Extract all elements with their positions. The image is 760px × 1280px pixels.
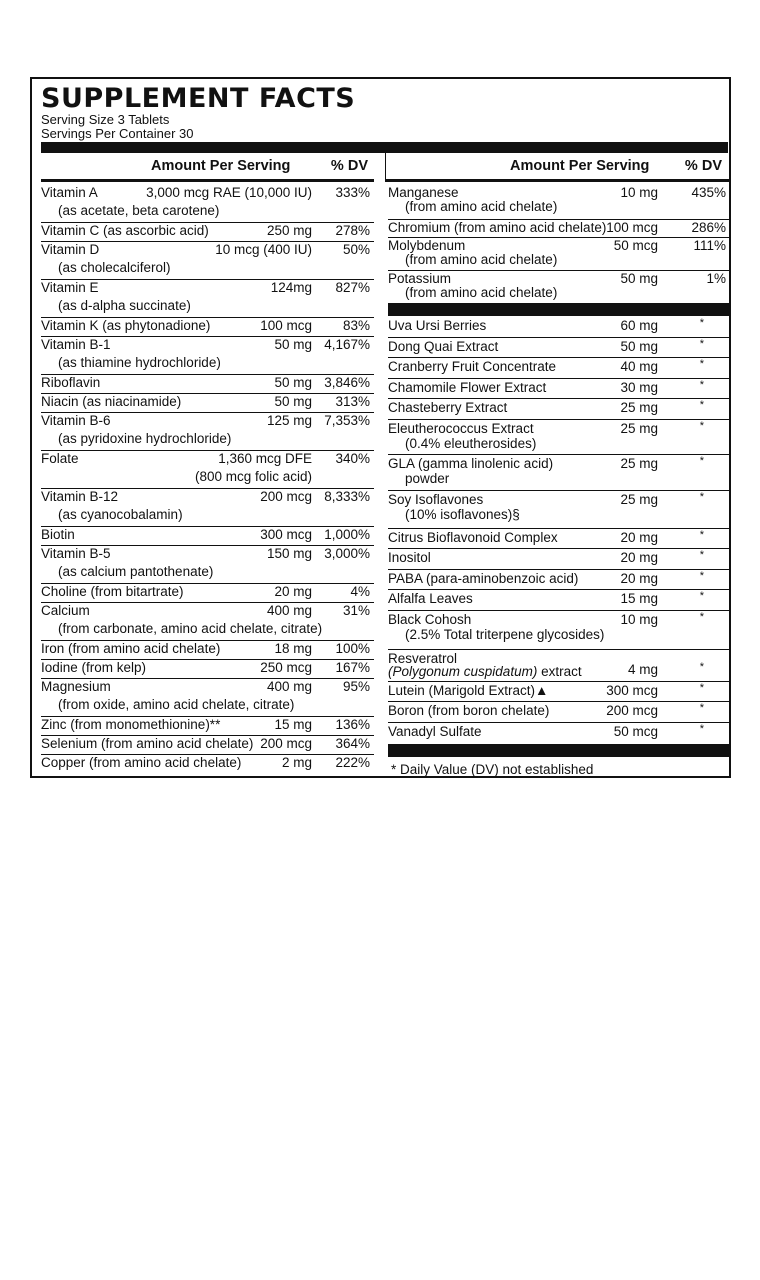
nutrient-amount: 10 mcg (400 IU) xyxy=(215,242,312,257)
ingredient-row xyxy=(388,317,730,338)
nutrient-name: Calcium xyxy=(41,603,90,618)
ingredient-name: Alfalfa Leaves xyxy=(388,591,473,606)
nutrient-name: Vitamin B-1 xyxy=(41,337,111,352)
nutrient-row xyxy=(41,717,374,736)
nutrient-source: (as cholecalciferol) xyxy=(58,260,171,275)
ingredient-dv: * xyxy=(699,549,704,561)
ingredient-amount: 20 mg xyxy=(620,530,658,545)
mineral-name: Manganese xyxy=(388,185,459,200)
ingredient-amount: 25 mg xyxy=(620,400,658,415)
ingredient-species: (Polygonum cuspidatum) xyxy=(388,664,538,679)
nutrient-dv: 278% xyxy=(335,223,370,238)
ingredient-dv: * xyxy=(699,570,704,582)
nutrient-row xyxy=(41,679,374,717)
nutrient-row xyxy=(41,641,374,660)
nutrient-dv: 364% xyxy=(335,736,370,751)
nutrient-amount: 100 mcg xyxy=(260,318,312,333)
ingredient-name: Chamomile Flower Extract xyxy=(388,380,547,395)
nutrient-dv: 1,000% xyxy=(324,527,370,542)
nutrient-row xyxy=(41,546,374,584)
ingredient-row xyxy=(388,682,730,702)
nutrient-row xyxy=(41,755,374,773)
nutrient-row xyxy=(41,489,374,527)
ingredient-name: Chasteberry Extract xyxy=(388,400,508,415)
ingredient-amount: 4 mg xyxy=(627,662,658,677)
mineral-source: (from amino acid chelate) xyxy=(405,252,558,267)
nutrient-amount: 2 mg xyxy=(281,755,312,770)
mineral-row xyxy=(388,185,730,220)
nutrient-source: (as thiamine hydrochloride) xyxy=(58,355,221,370)
nutrient-amount: 50 mg xyxy=(274,375,312,390)
nutrient-row xyxy=(41,603,374,641)
left-header xyxy=(41,153,374,182)
nutrient-amount: 300 mcg xyxy=(260,527,312,542)
ingredient-dv: * xyxy=(699,611,704,623)
mineral-row xyxy=(388,238,730,271)
nutrient-source: (from carbonate, amino acid chelate, citrate) xyxy=(58,621,323,636)
nutrient-name: Zinc (from monomethionine)** xyxy=(41,717,221,732)
amount-header: Amount Per Serving xyxy=(510,158,650,174)
nutrient-dv: 222% xyxy=(335,755,370,770)
ingredient-amount: 20 mg xyxy=(620,571,658,586)
nutrient-dv: 3,846% xyxy=(324,375,370,390)
nutrient-source: (from oxide, amino acid chelate, citrate) xyxy=(58,697,295,712)
nutrient-name: Choline (from bitartrate) xyxy=(41,584,184,599)
nutrient-name: Niacin (as niacinamide) xyxy=(41,394,182,409)
ingredient-amount: 200 mcg xyxy=(606,703,658,718)
ingredient-detail xyxy=(388,664,582,679)
nutrient-amount: 400 mg xyxy=(266,679,312,694)
nutrient-row xyxy=(41,375,374,394)
ingredient-amount: 20 mg xyxy=(620,550,658,565)
nutrient-row xyxy=(41,660,374,679)
ingredient-amount: 10 mg xyxy=(620,612,658,627)
ingredient-row xyxy=(388,549,730,570)
mineral-amount: 10 mg xyxy=(620,185,658,200)
nutrient-dv: 167% xyxy=(335,660,370,675)
ingredient-name: Resveratrol xyxy=(388,651,458,666)
ingredient-detail: powder xyxy=(405,471,450,486)
ingredient-name: Citrus Bioflavonoid Complex xyxy=(388,530,558,545)
nutrient-dv: 83% xyxy=(342,318,370,333)
ingredient-name: Lutein (Marigold Extract)▲ xyxy=(388,683,549,698)
ingredient-dv: * xyxy=(699,491,704,503)
nutrient-amount: 18 mg xyxy=(274,641,312,656)
ingredient-row xyxy=(388,358,730,379)
mineral-dv: 1% xyxy=(706,271,726,286)
nutrient-dv: 340% xyxy=(335,451,370,466)
amount-header: Amount Per Serving xyxy=(151,158,291,174)
nutrient-source: (as cyanocobalamin) xyxy=(58,507,183,522)
nutrient-name: Vitamin A xyxy=(41,185,98,200)
nutrient-dv: 333% xyxy=(335,185,370,200)
nutrient-source: (as calcium pantothenate) xyxy=(58,564,214,579)
ingredient-row xyxy=(388,455,730,491)
ingredient-dv: * xyxy=(699,723,704,735)
mineral-dv: 286% xyxy=(691,220,726,235)
mineral-source: (from amino acid chelate) xyxy=(405,199,558,214)
nutrient-name: Vitamin E xyxy=(41,280,99,295)
nutrient-amount: 50 mg xyxy=(274,394,312,409)
nutrient-name: Iodine (from kelp) xyxy=(41,660,147,675)
dv-header: % DV xyxy=(330,158,368,174)
nutrient-dv: 7,353% xyxy=(324,413,370,428)
nutrient-amount-detail: (800 mcg folic acid) xyxy=(194,469,312,484)
nutrient-name: Vitamin D xyxy=(41,242,100,257)
ingredient-amount: 25 mg xyxy=(620,492,658,507)
nutrient-row xyxy=(41,242,374,280)
ingredient-dv: * xyxy=(699,702,704,714)
nutrient-dv: 3,000% xyxy=(324,546,370,561)
nutrient-amount: 250 mg xyxy=(266,223,312,238)
nutrient-row xyxy=(41,223,374,242)
nutrient-name: Vitamin B-5 xyxy=(41,546,111,561)
ingredient-dv: * xyxy=(699,379,704,391)
ingredient-amount: 25 mg xyxy=(620,421,658,436)
nutrient-amount: 125 mg xyxy=(266,413,312,428)
nutrient-row xyxy=(41,413,374,451)
mineral-amount: 50 mg xyxy=(620,271,658,286)
nutrient-source: (as acetate, beta carotene) xyxy=(58,203,220,218)
ingredient-amount: 40 mg xyxy=(620,359,658,374)
ingredient-dv: * xyxy=(699,358,704,370)
nutrient-dv: 8,333% xyxy=(324,489,370,504)
nutrient-row xyxy=(41,185,374,223)
left-column xyxy=(41,153,374,770)
mineral-source: (from amino acid chelate) xyxy=(405,285,558,300)
ingredient-name: Boron (from boron chelate) xyxy=(388,703,550,718)
ingredient-row xyxy=(388,529,730,549)
top-bar xyxy=(41,142,728,153)
ingredient-name: PABA (para-aminobenzoic acid) xyxy=(388,571,579,586)
nutrient-row xyxy=(41,394,374,413)
nutrient-amount: 15 mg xyxy=(274,717,312,732)
nutrient-amount: 200 mcg xyxy=(260,736,312,751)
ingredient-detail: (10% isoflavones)§ xyxy=(405,507,520,522)
ingredient-dv: * xyxy=(699,682,704,694)
nutrient-name: Iron (from amino acid chelate) xyxy=(41,641,221,656)
ingredient-row xyxy=(388,491,730,529)
ingredient-row xyxy=(388,420,730,455)
ingredient-amount: 25 mg xyxy=(620,456,658,471)
servings-per-container: Servings Per Container 30 xyxy=(41,126,194,141)
nutrient-dv: 95% xyxy=(342,679,370,694)
ingredient-row xyxy=(388,379,730,399)
ingredient-amount: 60 mg xyxy=(620,318,658,333)
ingredient-dv: * xyxy=(699,529,704,541)
ingredient-dv: * xyxy=(699,420,704,432)
ingredient-detail: (2.5% Total triterpene glycosides) xyxy=(405,627,605,642)
nutrient-name: Folate xyxy=(41,451,79,466)
ingredient-dv: * xyxy=(699,399,704,411)
nutrient-row xyxy=(41,280,374,318)
serving-size: Serving Size 3 Tablets xyxy=(41,112,170,127)
nutrient-amount: 1,360 mcg DFE xyxy=(218,451,312,466)
right-header xyxy=(386,153,730,182)
mineral-name: Chromium (from amino acid chelate) xyxy=(388,220,607,235)
ingredient-row xyxy=(388,650,730,682)
ingredient-row xyxy=(388,399,730,420)
nutrient-row xyxy=(41,736,374,755)
nutrient-name: Vitamin C (as ascorbic acid) xyxy=(41,223,209,238)
ingredient-detail: (0.4% eleutherosides) xyxy=(405,436,537,451)
ingredient-row xyxy=(388,590,730,611)
ingredient-row xyxy=(388,723,730,742)
ingredient-dv: * xyxy=(699,590,704,602)
nutrient-row xyxy=(41,527,374,546)
nutrient-name: Biotin xyxy=(41,527,75,542)
ingredient-amount: 50 mg xyxy=(620,339,658,354)
nutrient-row xyxy=(41,451,374,489)
nutrient-amount: 20 mg xyxy=(274,584,312,599)
ingredient-amount: 50 mcg xyxy=(613,724,658,739)
ingredient-name: GLA (gamma linolenic acid) xyxy=(388,456,554,471)
right-column xyxy=(385,153,730,777)
ingredient-name: Inositol xyxy=(388,550,431,565)
mineral-row xyxy=(388,271,730,302)
mineral-name: Molybdenum xyxy=(388,238,466,253)
ingredient-row xyxy=(388,611,730,650)
ingredient-row xyxy=(388,338,730,358)
mineral-amount: 100 mcg xyxy=(606,220,658,235)
ingredient-detail-rest: extract xyxy=(537,664,582,679)
mineral-dv: 111% xyxy=(693,238,726,253)
nutrient-source: (as pyridoxine hydrochloride) xyxy=(58,431,232,446)
nutrient-name: Riboflavin xyxy=(41,375,101,390)
ingredient-name: Eleutherococcus Extract xyxy=(388,421,534,436)
nutrient-dv: 31% xyxy=(342,603,370,618)
supplement-facts-panel xyxy=(30,77,731,778)
nutrient-dv: 136% xyxy=(335,717,370,732)
ingredient-amount: 300 mcg xyxy=(606,683,658,698)
mineral-row xyxy=(388,220,730,238)
ingredient-name: Black Cohosh xyxy=(388,612,472,627)
ingredient-name: Cranberry Fruit Concentrate xyxy=(388,359,557,374)
nutrient-dv: 827% xyxy=(335,280,370,295)
footer-bar xyxy=(388,744,730,757)
nutrient-row xyxy=(41,584,374,603)
nutrient-name: Selenium (from amino acid chelate) xyxy=(41,736,254,751)
nutrient-amount: 50 mg xyxy=(274,337,312,352)
mineral-dv: 435% xyxy=(691,185,726,200)
nutrient-dv: 4,167% xyxy=(324,337,370,352)
section-divider-bar xyxy=(388,303,730,316)
panel-title: SUPPLEMENT FACTS xyxy=(41,83,356,114)
ingredient-amount: 15 mg xyxy=(620,591,658,606)
ingredient-dv: * xyxy=(699,338,704,350)
nutrient-amount: 3,000 mcg RAE (10,000 IU) xyxy=(146,185,312,200)
ingredient-row xyxy=(388,570,730,590)
nutrient-amount: 250 mcg xyxy=(260,660,312,675)
dv-header: % DV xyxy=(684,158,722,174)
nutrient-name: Copper (from amino acid chelate) xyxy=(41,755,242,770)
ingredient-name: Uva Ursi Berries xyxy=(388,318,487,333)
nutrient-name: Vitamin K (as phytonadione) xyxy=(41,318,211,333)
footnote: * Daily Value (DV) not established xyxy=(391,762,594,777)
mineral-name: Potassium xyxy=(388,271,452,286)
nutrient-dv: 50% xyxy=(342,242,370,257)
nutrient-dv: 100% xyxy=(335,641,370,656)
ingredient-amount: 30 mg xyxy=(620,380,658,395)
nutrient-source: (as d-alpha succinate) xyxy=(58,298,191,313)
nutrient-name: Magnesium xyxy=(41,679,111,694)
nutrient-amount: 200 mcg xyxy=(260,489,312,504)
nutrient-name: Vitamin B-6 xyxy=(41,413,111,428)
nutrient-amount: 124mg xyxy=(270,280,312,295)
ingredient-dv: * xyxy=(699,455,704,467)
ingredient-row xyxy=(388,702,730,723)
nutrient-row xyxy=(41,318,374,337)
ingredient-name: Dong Quai Extract xyxy=(388,339,499,354)
mineral-amount: 50 mcg xyxy=(613,238,658,253)
nutrient-dv: 4% xyxy=(350,584,370,599)
ingredient-name: Vanadyl Sulfate xyxy=(388,724,482,739)
ingredient-dv: * xyxy=(699,317,704,329)
nutrient-name: Vitamin B-12 xyxy=(41,489,119,504)
nutrient-row xyxy=(41,337,374,375)
ingredient-dv: * xyxy=(699,661,704,673)
nutrient-dv: 313% xyxy=(335,394,370,409)
nutrient-amount: 150 mg xyxy=(266,546,312,561)
nutrient-amount: 400 mg xyxy=(266,603,312,618)
ingredient-name: Soy Isoflavones xyxy=(388,492,484,507)
